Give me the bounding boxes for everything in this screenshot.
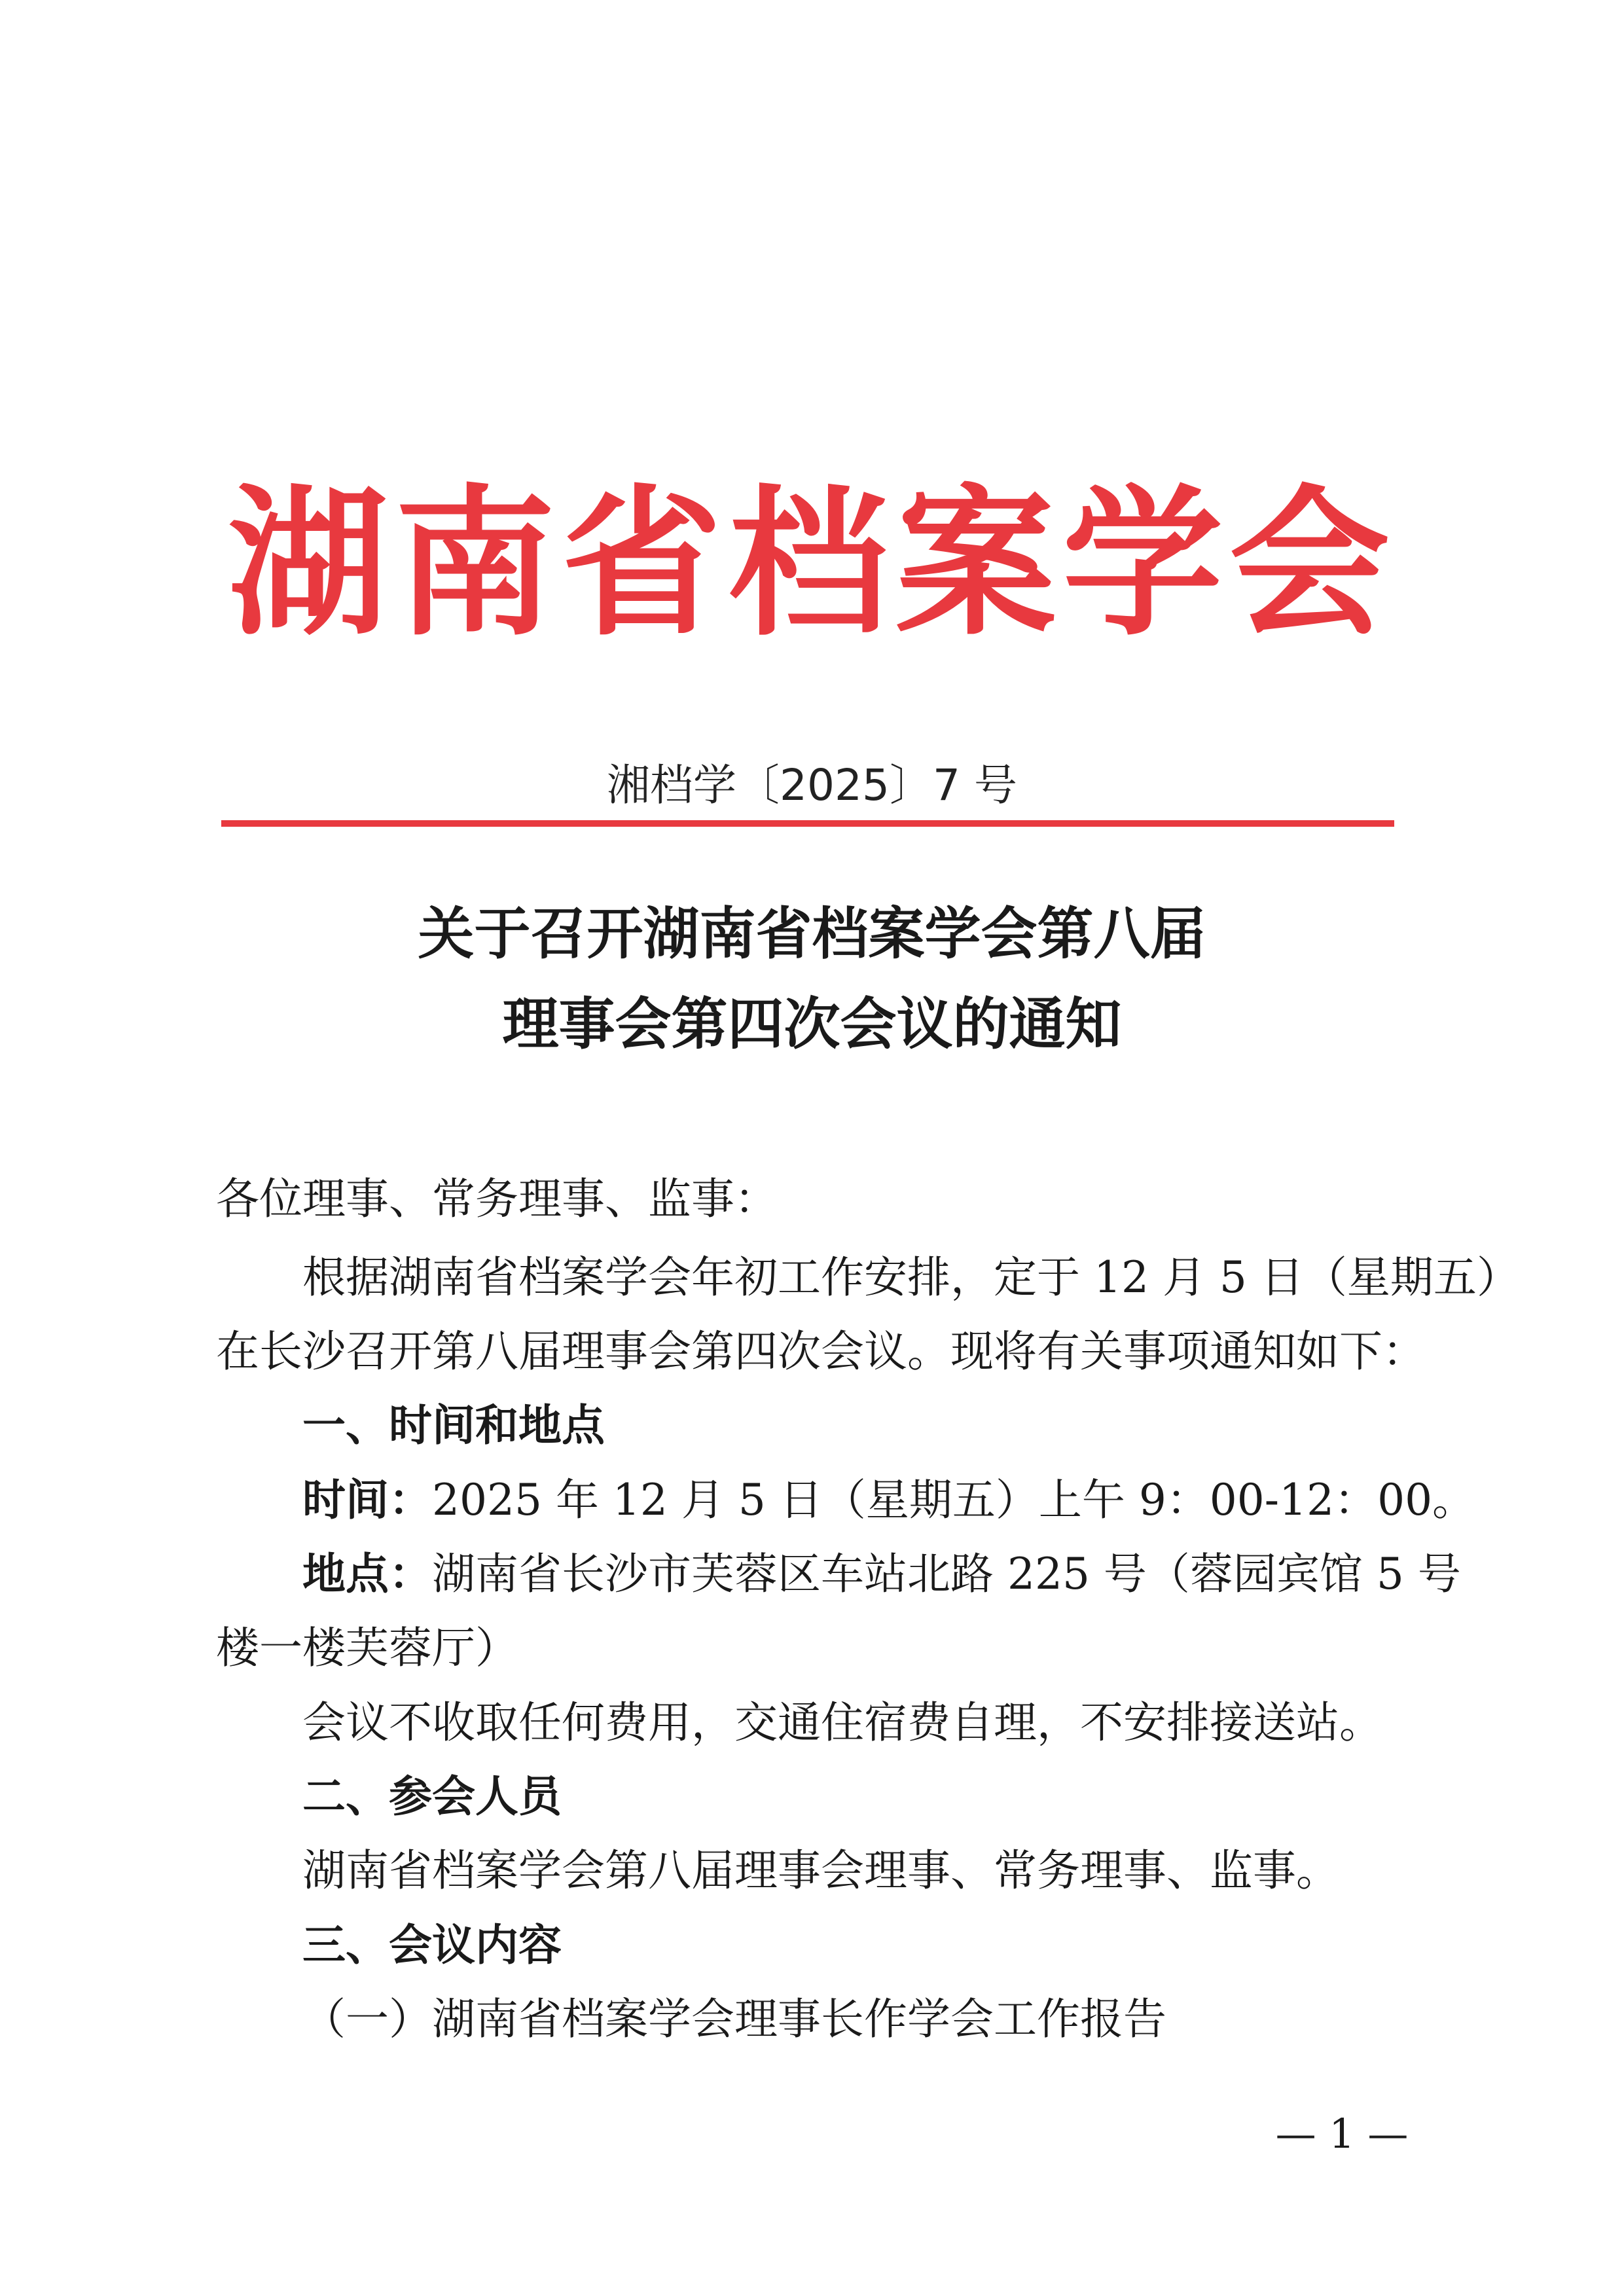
attendees-text: 湖南省档案学会第八届理事会理事、常务理事、监事。 <box>302 1845 1339 1896</box>
time-line <box>302 1464 1476 1536</box>
place-value: 湖南省长沙市芙蓉区车站北路 225 号（蓉园宾馆 5 号 <box>432 1549 1461 1599</box>
salutation: 各位理事、常务理事、监事： <box>216 1174 778 1224</box>
intro-paragraph-line-1: 根据湖南省档案学会年初工作安排，定于 12 月 5 日（星期五） <box>302 1252 1520 1303</box>
place-label: 地点： <box>302 1549 432 1599</box>
fee-note: 会议不收取任何费用，交通住宿费自理，不安排接送站。 <box>302 1697 1382 1748</box>
place-value-continued: 楼一楼芙蓉厅） <box>216 1623 518 1673</box>
section-heading-attendees: 二、参会人员 <box>302 1771 562 1822</box>
notice-title-line-1: 关于召开湖南省档案学会第八届 <box>418 901 1206 967</box>
intro-paragraph-line-2: 在长沙召开第八届理事会第四次会议。现将有关事项通知如下： <box>216 1326 1426 1377</box>
organization-header: 湖南省档案学会 <box>228 469 1396 657</box>
notice-title-line-2: 理事会第四次会议的通知 <box>502 991 1122 1057</box>
section-heading-agenda: 三、会议内容 <box>302 1920 562 1970</box>
document-number: 湘档学〔2025〕7 号 <box>607 760 1017 810</box>
time-label: 时间： <box>302 1475 432 1525</box>
place-line <box>302 1538 1461 1610</box>
page-number: — 1 — <box>1275 2110 1409 2158</box>
agenda-item-1: （一）湖南省档案学会理事长作学会工作报告 <box>302 1994 1166 2044</box>
section-heading-time-place: 一、时间和地点 <box>302 1400 605 1451</box>
red-divider-line <box>221 820 1394 827</box>
time-value: 2025 年 12 月 5 日（星期五）上午 9：00-12：00。 <box>432 1475 1476 1525</box>
